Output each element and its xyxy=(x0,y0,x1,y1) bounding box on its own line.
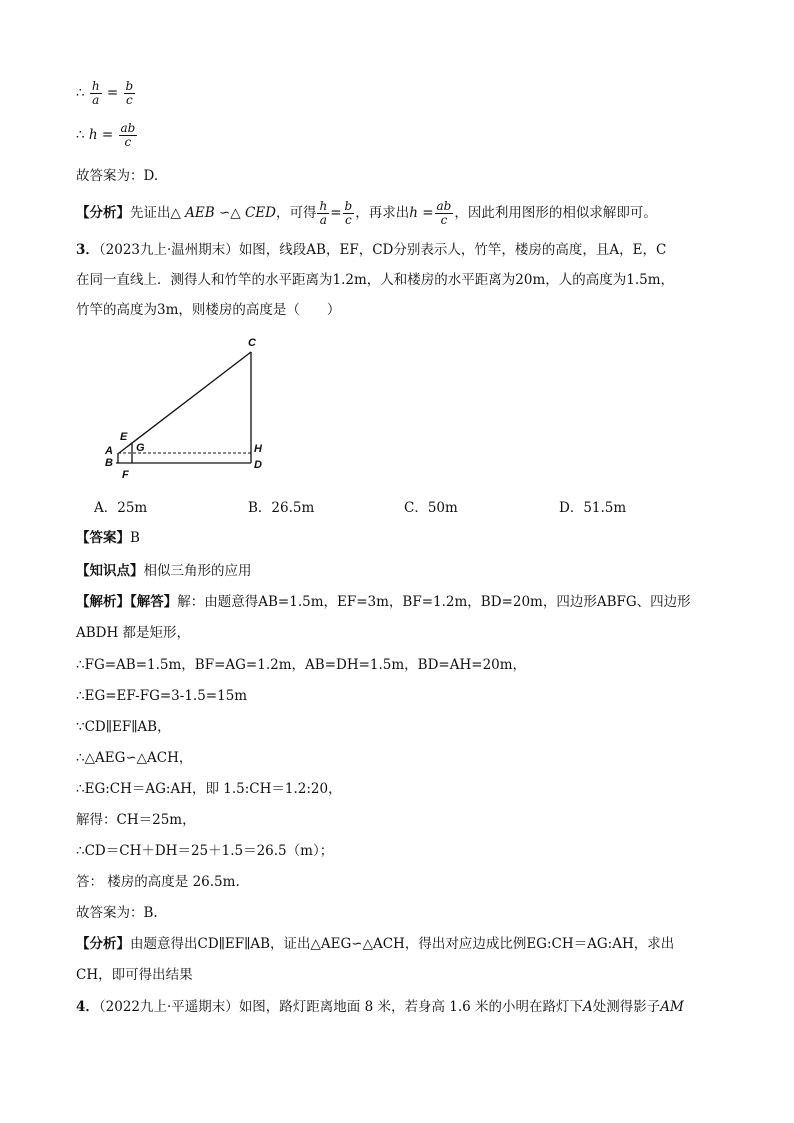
question-3-line-2: 在同一直线上．测得人和竹竿的水平距离为1.2m，人和楼房的水平距离为20m，人的高度为1.5m， xyxy=(76,272,675,288)
knowledge-tag: 【知识点】 xyxy=(76,563,144,579)
solution-line-3: ∴FG=AB=1.5m，BF=AG=1.2m，AB=DH=1.5m，BD=AH=20m， xyxy=(76,657,527,673)
label-F: F xyxy=(122,469,129,480)
solution-line-11: 故答案为：B. xyxy=(76,905,158,921)
question-source-4: （2022九上·平遥期末） xyxy=(98,999,239,1015)
option-d[interactable]: D．51.5m xyxy=(559,500,627,516)
question-4-line-1: 4．（2022九上·平遥期末）如图，路灯距离地面 8 米，若身高 1.6 米的小明在路灯下A处测得影子AM xyxy=(76,999,684,1015)
prev-analysis-line: 【分析】先证出△ AEB ∽△ CED，可得 $\frac{h}{a}$ = $\frac{b}{c}$ ，再求出h = $\frac{ab}{c}$ ，因此利用图形的相似求解即可。 xyxy=(76,199,657,227)
fraction-h-a: $\frac{h}{a}$ xyxy=(91,79,100,107)
equation-h-equals: ∴ h = $\frac{ab}{c}$ xyxy=(76,121,136,149)
solution-line-9: ∴CD＝CH＋DH＝25＋1.5＝26.5（m）； xyxy=(76,843,334,859)
solution-line-6: ∴△AEG∽△ACH， xyxy=(76,750,193,766)
label-E: E xyxy=(120,431,128,443)
question-number: 3． xyxy=(76,242,99,258)
analysis-tag-2: 【分析】 xyxy=(76,936,130,952)
analysis-line-1: 【分析】由题意得出CD∥EF∥AB，证出△AEG∽△ACH，得出对应边成比例EG:CH＝AG:AH，求出 xyxy=(76,936,675,952)
answer-line xyxy=(76,528,140,548)
option-a[interactable]: A．25m xyxy=(94,500,148,516)
question-source: （2023九上·温州期末） xyxy=(98,242,239,258)
solution-line-10: 答： 楼房的高度是 26.5m. xyxy=(76,874,240,890)
solution-line-5: ∵CD∥EF∥AB， xyxy=(76,719,171,735)
fraction-b-c: $\frac{b}{c}$ xyxy=(125,79,134,107)
knowledge-line: 【知识点】相似三角形的应用 xyxy=(76,563,252,579)
solution-line-1: 【解析】【解答】解：由题意得AB=1.5m，EF=3m，BF=1.2m，BD=20m，四边形ABFG、四边形 xyxy=(76,594,691,610)
option-c[interactable]: C．50m xyxy=(404,500,458,516)
label-G: G xyxy=(136,442,145,454)
label-B: B xyxy=(105,457,113,469)
equation-h-over-a: ∴ $\frac{h}{a}$ = $\frac{b}{c}$ xyxy=(76,79,134,107)
label-D: D xyxy=(254,459,262,471)
option-b[interactable]: B．26.5m xyxy=(248,500,315,516)
analysis-line-2: CH，即可得出结果 xyxy=(76,967,193,983)
h-equals: h = xyxy=(88,127,114,143)
solution-line-7: ∴EG:CH＝AG:AH，即 1.5:CH＝1.2:20， xyxy=(76,781,342,797)
solution-line-4: ∴EG=EF-FG=3-1.5=15m xyxy=(76,688,248,704)
similarity-expression: △ AEB ∽△ CED xyxy=(170,205,276,221)
label-A: A xyxy=(105,445,113,457)
prev-answer-line: 故答案为：D. xyxy=(76,168,159,184)
solution-line-2: ABDH 都是矩形， xyxy=(76,625,191,641)
label-H: H xyxy=(254,443,262,455)
line-AC xyxy=(119,352,251,453)
label-C: C xyxy=(248,337,256,349)
analysis-tag: 【分析】 xyxy=(76,205,130,221)
answer-tag: 【答案】 xyxy=(76,530,130,546)
geometry-figure xyxy=(96,330,286,480)
question-3-line-1: 3．（2023九上·温州期末）如图，线段AB，EF，CD分别表示人，竹竿，楼房的高度，且A，E，C xyxy=(76,242,667,258)
question-number-4: 4． xyxy=(76,999,99,1015)
therefore-symbol: ∴ xyxy=(76,85,85,101)
solution-tag: 【解析】【解答】 xyxy=(76,594,178,610)
solution-line-8: 解得：CH＝25m， xyxy=(76,812,196,828)
fraction-ab-c: $\frac{ab}{c}$ xyxy=(120,121,136,149)
question-3-line-3: 竹竿的高度为3m，则楼房的高度是（ ） xyxy=(76,302,341,318)
answer-value: B xyxy=(130,530,140,546)
